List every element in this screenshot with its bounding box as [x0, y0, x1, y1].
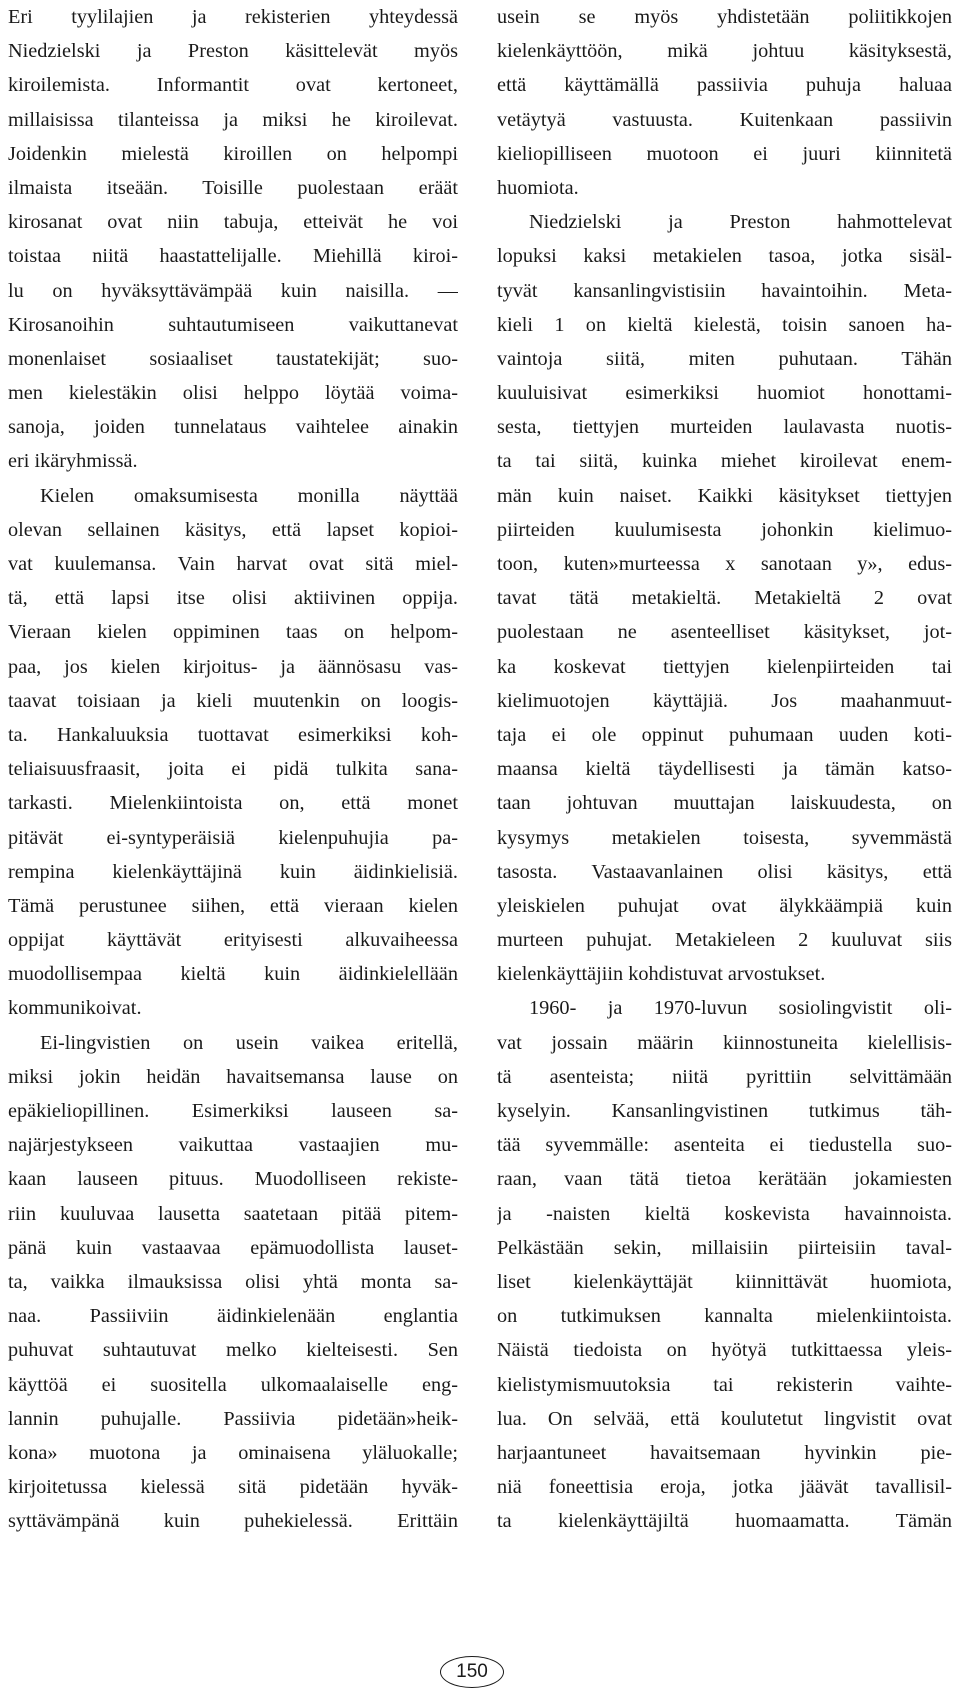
text-line: ka koskevat tiettyjen kielenpiirteiden tai	[497, 655, 952, 678]
text-line: vaintoja siitä, miten puhutaan. Tähän	[497, 347, 952, 370]
text-line: tasosta. Vastaavanlainen olisi käsitys, että	[497, 860, 952, 883]
text-line: käyttöä ei suositella ulkomaalaiselle eng-	[8, 1373, 458, 1396]
text-line: Eri tyylilajien ja rekisterien yhteydessä	[8, 6, 458, 28]
text-line: toon, kuten»murteessa x sanotaan y», edus-	[497, 553, 952, 575]
text-line: taan johtuvan muuttajan laiskuudesta, on	[497, 792, 952, 815]
text-line: lopuksi kaksi metakielen tasoa, jotka sisäl-	[497, 245, 952, 268]
text-line: piirteiden kuulumisesta johonkin kielimuo-	[497, 518, 952, 541]
text-line: raan, vaan tätä tietoa kerätään jokamiesten	[497, 1168, 952, 1191]
text-line: lannin puhujalle. Passiivia pidetään»heik-	[8, 1407, 458, 1430]
text-line: Pelkästään sekin, millaisiin piirteisiin taval-	[497, 1236, 952, 1259]
text-line: pänä kuin vastaavaa epämuodollista lauset-	[8, 1236, 458, 1259]
text-line: huomiota.	[497, 176, 579, 199]
text-line: tyvät kansanlingvistisiin havaintoihin. Meta-	[497, 279, 952, 302]
right-text-column	[497, 0, 952, 1538]
text-line: ja -naisten kieltä koskevista havainnoista.	[497, 1202, 952, 1225]
text-line: puhuvat suhtautuvat melko kielteisesti. Sen	[8, 1339, 458, 1362]
page-number: 150	[440, 1656, 504, 1688]
text-line: ta kielenkäyttäjiltä huomaamatta. Tämän	[497, 1510, 952, 1533]
text-line: epäkieliopillinen. Esimerkiksi lauseen sa-	[8, 1100, 458, 1122]
left-text-column	[8, 0, 458, 1538]
text-line: syttävämpänä kuin puhekielessä. Erittäin	[8, 1510, 458, 1533]
text-line: vetäytyä vastuusta. Kuitenkaan passiivin	[497, 108, 952, 131]
text-line: tarkasti. Mielenkiintoista on, että monet	[8, 792, 458, 815]
text-line: Niedzielski ja Preston hahmottelevat	[529, 211, 952, 234]
text-line: kielenkäyttöön, mikä johtuu käsityksestä,	[497, 40, 952, 63]
text-line: kielenkäyttäjiin kohdistuvat arvostukset.	[497, 963, 826, 986]
text-line: Näistä tiedoista on hyötyä tutkittaessa yleis-	[497, 1339, 952, 1362]
text-line: kuuluisivat esimerkiksi huomiot honottami-	[497, 382, 952, 405]
text-line: kielimuotojen käyttäjiä. Jos maahanmuut-	[497, 689, 952, 712]
text-line: niä foneettisia eroja, jotka jäävät tavallisil-	[497, 1476, 952, 1499]
text-line: Joidenkin mielestä kiroillen on helpompi	[8, 142, 458, 165]
text-line: olevan sellainen käsitys, että lapset kopioi-	[8, 518, 458, 541]
text-line: millaisissa tilanteissa ja miksi he kiroilevat.	[8, 108, 458, 131]
text-line: muodollisempaa kieltä kuin äidinkielellään	[8, 963, 458, 986]
text-line: men kielestäkin olisi helppo löytää voima-	[8, 382, 458, 405]
text-line: Vieraan kielen oppiminen taas on helpom-	[8, 621, 458, 644]
text-line: kyselyin. Kansanlingvistinen tutkimus täh-	[497, 1100, 952, 1122]
text-line: että käyttämällä passiivia puhuja haluaa	[497, 74, 952, 97]
text-line: taavat toisiaan ja kieli muutenkin on loogis-	[8, 689, 458, 712]
text-line: eri ikäryhmissä.	[8, 450, 138, 473]
text-line: pitävät ei-syntyperäisiä kielenpuhujia pa-	[8, 826, 458, 849]
text-line: kielistymismuutoksia tai rekisterin vaihte-	[497, 1373, 952, 1396]
text-line: oppijat käyttävät erityisesti alkuvaiheessa	[8, 929, 458, 952]
text-line: ilmaista itseään. Toisille puolestaan eräät	[8, 176, 458, 199]
text-line: kirjoitetussa kielessä sitä pidetään hyväk-	[8, 1476, 458, 1499]
text-line: Tämä perustunee siihen, että vieraan kielen	[8, 894, 458, 917]
text-line: najärjestykseen vaikuttaa vastaajien mu-	[8, 1134, 458, 1157]
text-line: naa. Passiiviin äidinkielenään englantia	[8, 1305, 458, 1328]
text-line: vat jossain määrin kiinnostuneita kielellisis-	[497, 1031, 952, 1054]
text-line: yleiskielen puhujat ovat älykkäämpiä kuin	[497, 894, 952, 917]
text-line: kieli 1 on kieltä kielestä, toisin sanoen ha-	[497, 313, 952, 336]
text-line: toistaa niitä haastattelijalle. Miehillä kiroi-	[8, 245, 458, 268]
text-line: kaan lauseen pituus. Muodolliseen rekiste-	[8, 1168, 458, 1191]
text-line: Ei-lingvistien on usein vaikea eritellä,	[40, 1031, 458, 1054]
text-line: lu on hyväksyttävämpää kuin naisilla. —	[8, 279, 458, 302]
text-line: tä, että lapsi itse olisi aktiivinen oppija.	[8, 587, 458, 610]
text-line: liset kielenkäyttäjät kiinnittävät huomiota,	[497, 1270, 952, 1293]
text-line: sesta, tiettyjen murteiden laulavasta nuotis-	[497, 416, 952, 439]
text-line: tää syvemmälle: asenteita ei tiedustella suo-	[497, 1134, 952, 1157]
text-line: riin kuuluvaa lausetta saatetaan pitää pitem-	[8, 1202, 458, 1225]
text-line: sanoja, joiden tunnelataus vaihtelee ainakin	[8, 416, 458, 439]
text-line: Niedzielski ja Preston käsittelevät myös	[8, 40, 458, 63]
text-line: vat kuulemansa. Vain harvat ovat sitä miel-	[8, 553, 458, 575]
text-line: puolestaan ne asenteelliset käsitykset, jot-	[497, 621, 952, 644]
text-line: 1960- ja 1970-luvun sosiolingvistit oli-	[529, 997, 952, 1020]
text-line: kiroilemista. Informantit ovat kertoneet,	[8, 74, 458, 97]
text-line: Kielen omaksumisesta monilla näyttää	[40, 484, 458, 507]
text-line: kysymys metakielen toisesta, syvemmästä	[497, 826, 952, 849]
text-line: murteen puhujat. Metakieleen 2 kuuluvat siis	[497, 929, 952, 952]
text-line: usein se myös yhdistetään poliitikkojen	[497, 6, 952, 28]
text-line: maansa kieltä täydellisesti ja tämän katso-	[497, 758, 952, 781]
text-line: rempina kielenkäyttäjinä kuin äidinkielisiä.	[8, 860, 458, 883]
text-line: paa, jos kielen kirjoitus- ja äännösasu vas-	[8, 655, 458, 678]
text-line: män kuin naiset. Kaikki käsitykset tiettyjen	[497, 484, 952, 507]
text-line: miksi jokin heidän havaitsemansa lause on	[8, 1065, 458, 1088]
text-line: taja ei ole oppinut puhumaan uuden koti-	[497, 723, 952, 746]
text-line: kona» muotona ja ominaisena yläluokalle;	[8, 1441, 458, 1464]
text-line: kieliopilliseen muotoon ei juuri kiinnitetä	[497, 142, 952, 165]
text-line: tavat tätä metakieltä. Metakieltä 2 ovat	[497, 587, 952, 610]
text-line: teliaisuusfraasit, joita ei pidä tulkita sana-	[8, 758, 458, 781]
text-line: kirosanat ovat niin tabuja, etteivät he voi	[8, 211, 458, 234]
text-line: monenlaiset sosiaaliset taustatekijät; suo-	[8, 347, 458, 370]
text-line: Kirosanoihin suhtautumiseen vaikuttanevat	[8, 313, 458, 336]
text-line: on tutkimuksen kannalta mielenkiintoista.	[497, 1305, 952, 1328]
text-line: kommunikoivat.	[8, 997, 142, 1020]
text-line: ta, vaikka ilmauksissa olisi yhtä monta sa-	[8, 1270, 458, 1293]
text-line: harjaantuneet havaitsemaan hyvinkin pie-	[497, 1441, 952, 1464]
text-line: ta tai siitä, kuinka miehet kiroilevat enem-	[497, 450, 952, 473]
text-line: tä asenteista; niitä pyrittiin selvittämään	[497, 1065, 952, 1088]
text-line: ta. Hankaluuksia tuottavat esimerkiksi koh-	[8, 723, 458, 746]
text-line: lua. On selvää, että koulutetut lingvistit ovat	[497, 1407, 952, 1430]
